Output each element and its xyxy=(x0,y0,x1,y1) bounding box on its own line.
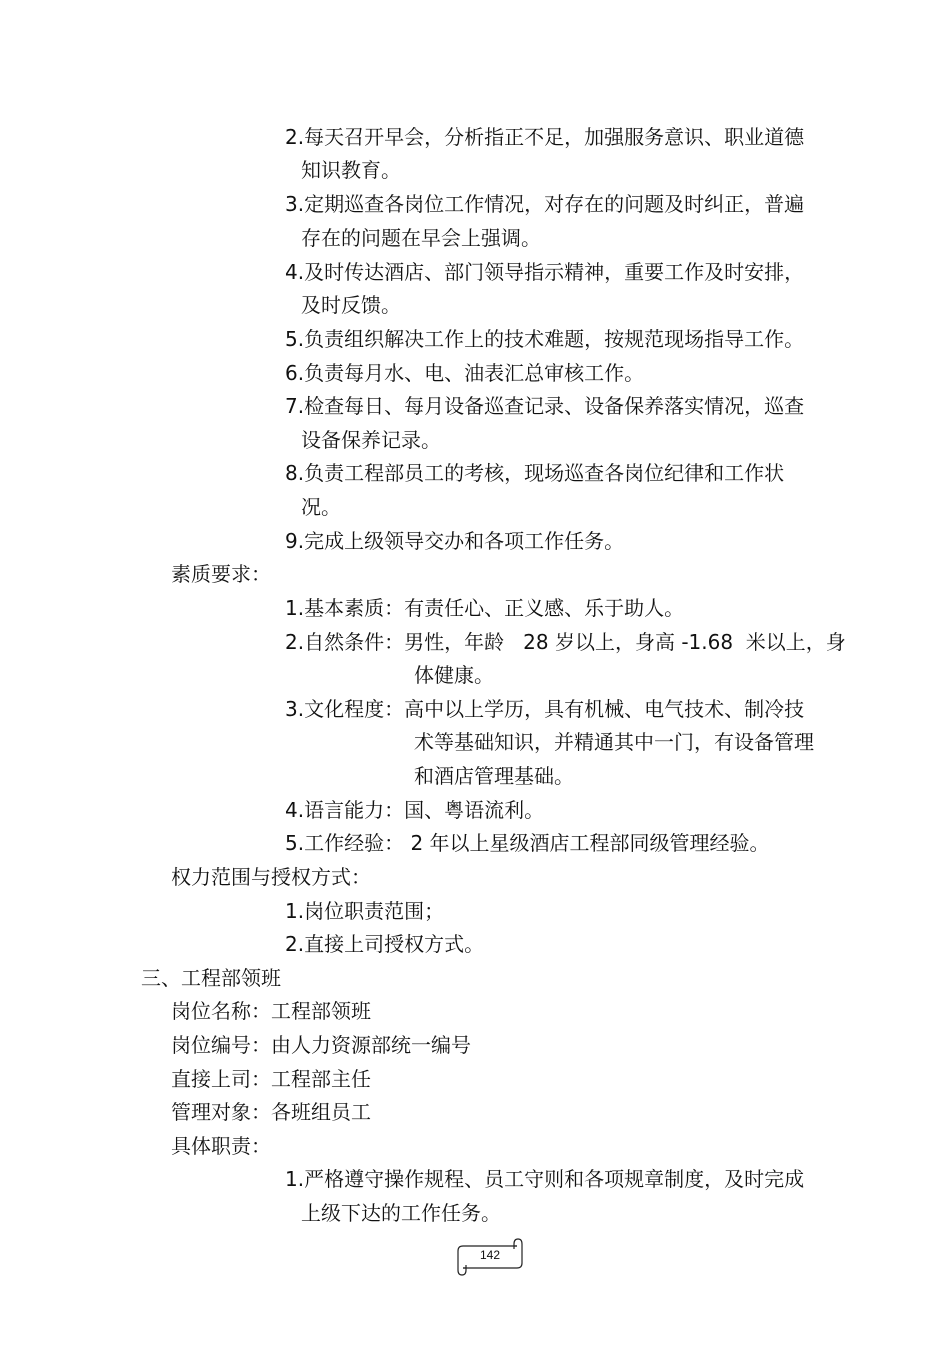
field-post-name: 岗位名称：工程部领班 xyxy=(171,999,371,1023)
duty-7-line-1: 7.检查每日、每月设备巡查记录、设备保养落实情况，巡查 xyxy=(285,394,805,418)
duty-5: 5.负责组织解决工作上的技术难题，按规范现场指导工作。 xyxy=(285,327,805,351)
quality-item-2-line-1: 2.自然条件：男性，年龄 28 岁以上，身高 -1.68 米以上，身 xyxy=(285,630,846,654)
field-managed-objects: 管理对象：各班组员工 xyxy=(171,1100,371,1124)
duty-3-line-1: 3.定期巡查各岗位工作情况，对存在的问题及时纠正，普遍 xyxy=(285,192,805,216)
duty-8-line-2: 况。 xyxy=(301,495,341,519)
duty-4-line-2: 及时反馈。 xyxy=(301,293,401,317)
section-title: 三、工程部领班 xyxy=(141,966,281,990)
duty-8-line-1: 8.负责工程部员工的考核，现场巡查各岗位纪律和工作状 xyxy=(285,461,785,485)
page-number-badge xyxy=(457,1238,523,1276)
quality-heading: 素质要求： xyxy=(171,562,271,586)
quality-item-3-line-3: 和酒店管理基础。 xyxy=(414,764,574,788)
duty-9: 9.完成上级领导交办和各项工作任务。 xyxy=(285,529,625,553)
authority-item-2: 2.直接上司授权方式。 xyxy=(285,932,485,956)
authority-item-1: 1.岗位职责范围； xyxy=(285,899,445,923)
quality-item-3-line-2: 术等基础知识，并精通其中一门，有设备管理 xyxy=(414,730,814,754)
duty-6: 6.负责每月水、电、油表汇总审核工作。 xyxy=(285,361,645,385)
duty-2-line-2: 知识教育。 xyxy=(301,158,401,182)
duty-2-line-1: 2.每天召开早会，分析指正不足，加强服务意识、职业道德 xyxy=(285,125,805,149)
duty-4-line-1: 4.及时传达酒店、部门领导指示精神，重要工作及时安排， xyxy=(285,260,805,284)
duty-3-line-2: 存在的问题在早会上强调。 xyxy=(301,226,541,250)
field-post-code: 岗位编号：由人力资源部统一编号 xyxy=(171,1033,471,1057)
quality-item-3-line-1: 3.文化程度：高中以上学历，具有机械、电气技术、制冷技 xyxy=(285,697,805,721)
duties-heading: 具体职责： xyxy=(171,1134,271,1158)
page-number: 142 xyxy=(479,1248,501,1262)
quality-item-2-line-2: 体健康。 xyxy=(414,663,494,687)
section3-duty-1-line-2: 上级下达的工作任务。 xyxy=(301,1201,501,1225)
section3-duty-1-line-1: 1.严格遵守操作规程、员工守则和各项规章制度，及时完成 xyxy=(285,1167,805,1191)
field-direct-supervisor: 直接上司：工程部主任 xyxy=(171,1067,371,1091)
quality-item-5: 5.工作经验： 2 年以上星级酒店工程部同级管理经验。 xyxy=(285,831,770,855)
authority-heading: 权力范围与授权方式： xyxy=(171,865,371,889)
duty-7-line-2: 设备保养记录。 xyxy=(301,428,441,452)
quality-item-1: 1.基本素质：有责任心、正义感、乐于助人。 xyxy=(285,596,685,620)
quality-item-4: 4.语言能力：国、粤语流利。 xyxy=(285,798,545,822)
